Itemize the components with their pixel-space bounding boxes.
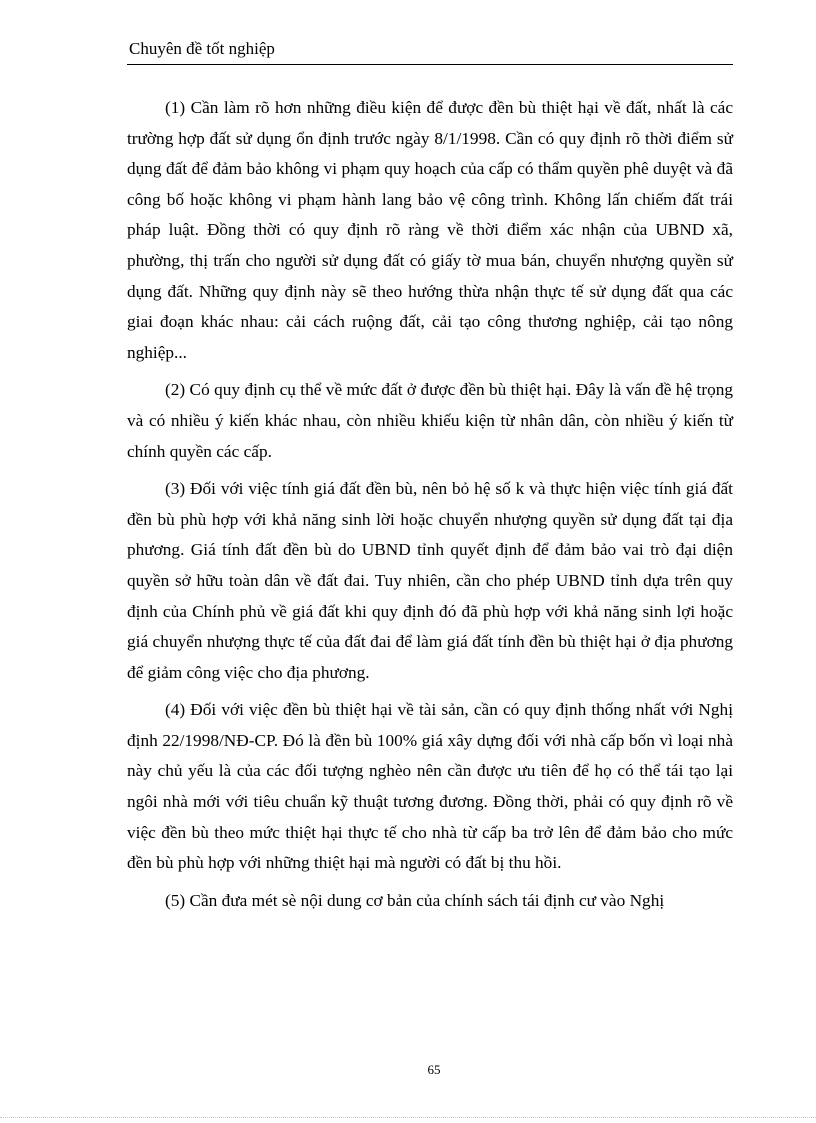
paragraph-1: (1) Cần làm rõ hơn những điều kiện để được đền bù thiệt hại về đất, nhất là các trường hợp đất sử dụng ổn định trước ngày 8/1/1998. Cần có quy định rõ thời điểm sử dụng đất để đảm bảo không vi phạm quy hoạch của cấp có thẩm quyền phê duyệt và đã công bố hoặc không vi phạm hành lang bảo vệ công trình. Không lấn chiếm đất trái pháp luật. Đồng thời có quy định rõ ràng về thời điểm xác nhận của UBND xã, phường, thị trấn cho người sử dụng đất có giấy tờ mua bán, chuyển nhượng quyền sử dụng đất. Những quy định này sẽ theo hướng thừa nhận thực tế sử dụng đất qua các giai đoạn khác nhau: cải cách ruộng đất, cải tạo công thương nghiệp, cải tạo nông nghiệp... bbox=[127, 98, 733, 362]
paragraph-5: (5) Cần đưa mét sè nội dung cơ bản của chính sách tái định cư vào Nghị bbox=[165, 890, 665, 910]
page-header bbox=[127, 38, 733, 65]
header-title: Chuyên đề tốt nghiệp bbox=[129, 39, 275, 58]
paragraph-4: (4) Đối với việc đền bù thiệt hại về tài sản, cần có quy định thống nhất với Nghị định 22/1998/NĐ-CP. Đó là đền bù 100% giá xây dựng đối với nhà cấp bốn vì loại nhà này chủ yếu là của các đối tượng nghèo nên cần được ưu tiên để họ có thể tái tạo lại ngôi nhà mới với tiêu chuẩn kỹ thuật tương đương. Đồng thời, phải có quy định rõ về việc đền bù theo mức thiệt hại thực tế cho nhà từ cấp ba trở lên để đảm bảo cho mức đền bù phù hợp với những thiệt hại mà người có đất bị thu hồi. bbox=[127, 700, 733, 873]
paragraph-3: (3) Đối với việc tính giá đất đền bù, nên bỏ hệ số k và thực hiện việc tính giá đất đền bù phù hợp với khả năng sinh lời hoặc chuyển nhượng quyền sử dụng đất tại địa phương. Giá tính đất đền bù do UBND tỉnh quyết định để đảm bảo vai trò đại diện quyền sở hữu toàn dân về đất đai. Tuy nhiên, cần cho phép UBND tỉnh dựa trên quy định của Chính phủ về giá đất khi quy định đó đã phù hợp với khả năng sinh lợi hoặc giá chuyển nhượng thực tế của đất đai để làm giá đất tính đền bù thiệt hại ở địa phương để giảm công việc cho địa phương. bbox=[127, 479, 733, 682]
paragraph-2: (2) Có quy định cụ thể về mức đất ở được đền bù thiệt hại. Đây là vấn đề hệ trọng và có nhiều ý kiến khác nhau, còn nhiều khiếu kiện từ nhân dân, còn nhiều ý kiến từ chính quyền các cấp. bbox=[127, 380, 733, 461]
page-number: 65 bbox=[427, 1062, 441, 1077]
page-bottom-divider bbox=[0, 1117, 816, 1118]
body-text bbox=[127, 93, 733, 923]
